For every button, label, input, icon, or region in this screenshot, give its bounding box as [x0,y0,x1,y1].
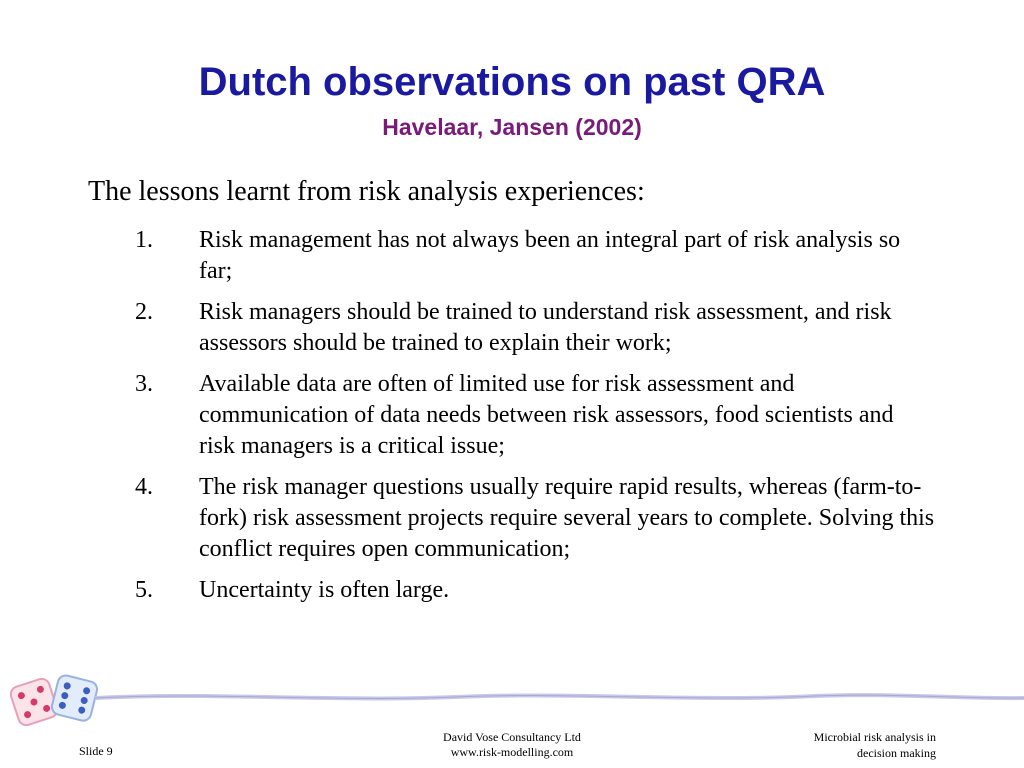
slide-number: Slide 9 [79,744,113,758]
footer-company-block [400,730,624,760]
dice-logo-icon [4,668,104,730]
list-item-number: 1. [135,227,153,253]
intro-text: The lessons learnt from risk analysis experiences: [88,176,645,207]
list-item-text: The risk manager questions usually require rapid results, whereas (farm-to-fork) risk assessment projects require several years to complete. Solving this conflict requires open communication; [199,474,935,562]
list-item [135,369,935,462]
list-item-number: 2. [135,299,153,325]
list-item [135,472,935,565]
list-item-number: 4. [135,474,153,500]
list-item-number: 3. [135,371,153,397]
lessons-list [135,225,935,616]
slide-title: Dutch observations on past QRA [198,60,826,104]
list-item [135,575,935,606]
footer-topic-line1: Microbial risk analysis in [813,730,936,744]
footer-company: David Vose Consultancy Ltd [443,730,581,744]
footer-divider [95,684,1024,710]
list-item [135,297,935,359]
footer-topic-block [740,729,936,761]
list-item [135,225,935,287]
list-item-text: Risk management has not always been an integral part of risk analysis so far; [199,227,901,284]
list-item-text: Risk managers should be trained to understand risk assessment, and risk assessors should be trained to explain their work; [199,299,892,356]
footer-topic-line2: decision making [857,746,936,760]
list-item-number: 5. [135,577,153,603]
list-item-text: Available data are often of limited use for risk assessment and communication of data needs between risk assessors, food scientists and risk managers is a critical issue; [199,371,894,459]
list-item-text: Uncertainty is often large. [199,577,450,603]
slide-subtitle: Havelaar, Jansen (2002) [382,114,642,140]
footer-website: www.risk-modelling.com [450,745,574,759]
